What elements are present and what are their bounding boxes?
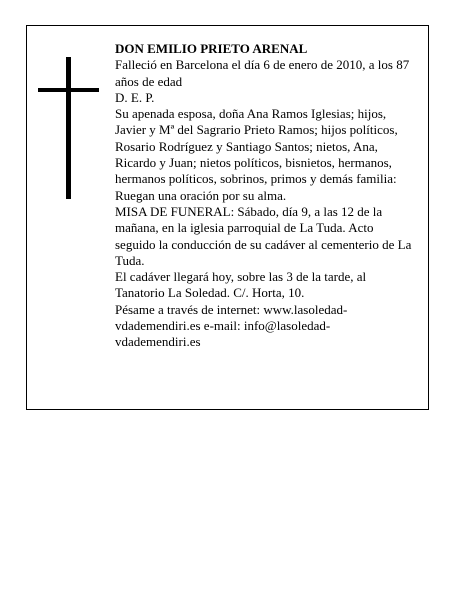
family-list: Su apenada esposa, doña Ana Ramos Iglesias; hijos, Javier y Mª del Sagrario Prieto Ramos; hijos políticos, Rosario Rodríguez y Santiago Santos; nietos, Ana, Ricardo y Juan; nietos políticos, bisnietos, hermanos, hermanos políticos, sobrinos, primos y demás familia:	[115, 106, 398, 187]
cross-icon	[38, 57, 99, 199]
obituary-text	[115, 41, 415, 351]
deceased-name: DON EMILIO PRIETO ARENAL	[115, 41, 308, 56]
condolences-contact: Pésame a través de internet: www.lasoledad-vdademendiri.es e-mail: info@lasoledad-vdademendiri.es	[115, 301, 348, 350]
funeral-mass-details: MISA DE FUNERAL: Sábado, día 9, a las 12 de la mañana, en la iglesia parroquial de La Tuda. Acto seguido la conducción de su cadáver al cementerio de La Tuda.	[115, 203, 412, 268]
arrival-details: El cadáver llegará hoy, sobre las 3 de la tarde, al Tanatorio La Soledad. C/. Horta, 10.	[115, 269, 367, 301]
obituary-notice	[26, 25, 429, 410]
rip-line: D. E. P.	[115, 89, 155, 105]
cross-vertical-bar	[66, 57, 71, 199]
prayer-request: Ruegan una oración por su alma.	[115, 187, 287, 203]
cross-horizontal-bar	[38, 88, 99, 92]
death-statement: Falleció en Barcelona el día 6 de enero de 2010, a los 87 años de edad	[115, 57, 410, 89]
